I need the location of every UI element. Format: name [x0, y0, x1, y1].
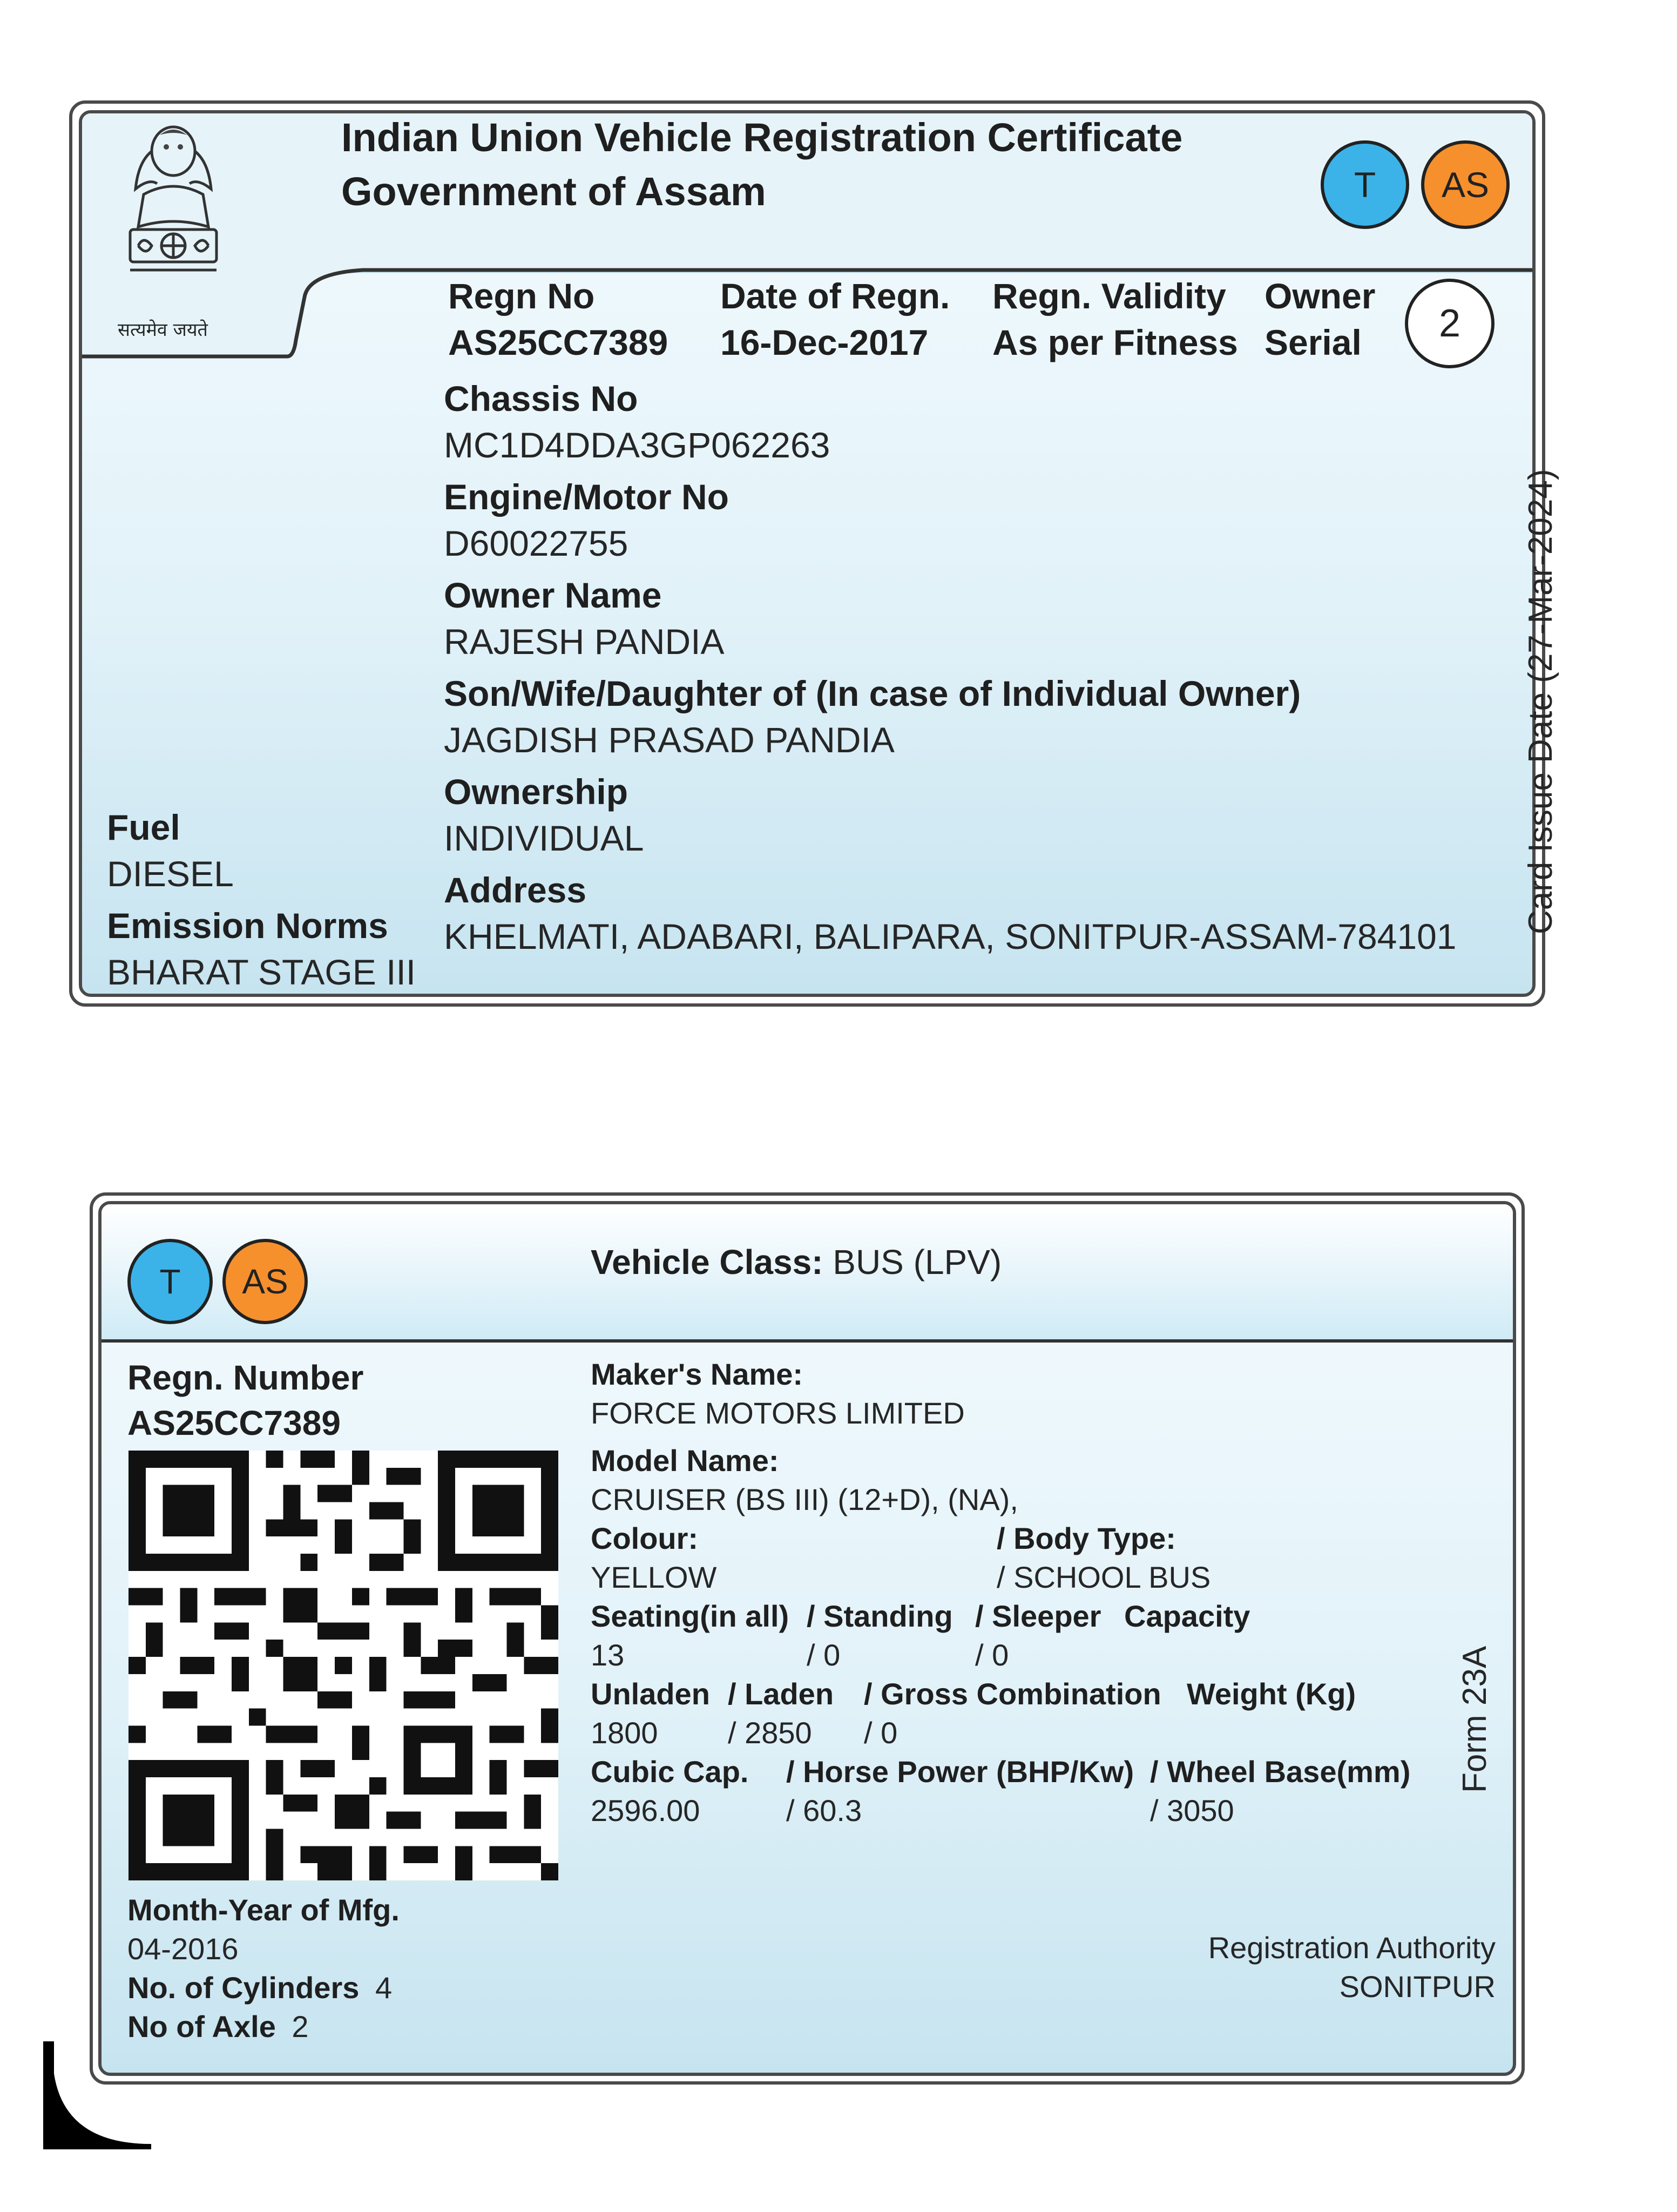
- laden-value: / 2850: [728, 1716, 812, 1750]
- emblem-motto: सत्यमेव जयते: [118, 319, 208, 341]
- cylinders-label: No. of Cylinders: [127, 1971, 360, 2005]
- ownership-value: INDIVIDUAL: [444, 818, 644, 858]
- vehicle-class: [591, 1242, 1002, 1282]
- chassis-value: MC1D4DDA3GP062263: [444, 425, 830, 465]
- regn-no-value: AS25CC7389: [448, 322, 668, 362]
- gross-value: / 0: [864, 1716, 898, 1750]
- form-23a-label: Form 23A: [1456, 1645, 1493, 1793]
- cubic-cap-value: 2596.00: [591, 1793, 700, 1827]
- maker-value: FORCE MOTORS LIMITED: [591, 1396, 965, 1430]
- cubic-cap-label: Cubic Cap.: [591, 1755, 749, 1789]
- mfg-value: 04-2016: [127, 1932, 239, 1966]
- cylinders-row: [127, 1970, 392, 2005]
- capacity-label: Capacity: [1124, 1599, 1250, 1633]
- body-type-label: / Body Type:: [997, 1521, 1176, 1555]
- laden-label: / Laden: [728, 1677, 834, 1711]
- address-label: Address: [444, 870, 587, 910]
- sleeper-value: / 0: [975, 1638, 1009, 1672]
- ownership-label: Ownership: [444, 772, 628, 812]
- regn-validity-label: Regn. Validity: [992, 276, 1226, 316]
- emission-label: Emission Norms: [107, 906, 388, 946]
- colour-value: YELLOW: [591, 1560, 717, 1594]
- seating-label: Seating(in all): [591, 1599, 789, 1633]
- badge-t-back: T: [127, 1239, 213, 1324]
- fuel-value: DIESEL: [107, 854, 234, 894]
- colour-label: Colour:: [591, 1521, 699, 1555]
- rc-card-front: [79, 110, 1536, 997]
- axle-value: 2: [292, 2009, 309, 2044]
- national-emblem-icon: [106, 119, 241, 302]
- cylinders-value: 4: [375, 1971, 393, 2005]
- mfg-label: Month-Year of Mfg.: [127, 1893, 400, 1927]
- body-type-value: / SCHOOL BUS: [997, 1560, 1211, 1594]
- registration-authority-value: SONITPUR: [1339, 1970, 1496, 2004]
- horse-power-label: / Horse Power (BHP/Kw): [786, 1755, 1134, 1789]
- qr-code: [127, 1451, 559, 1880]
- unladen-value: 1800: [591, 1716, 658, 1750]
- vehicle-class-label: Vehicle Class:: [591, 1243, 823, 1282]
- corner-artifact: [43, 2041, 151, 2149]
- registration-authority-label: Registration Authority: [1208, 1931, 1496, 1965]
- wheel-base-label: / Wheel Base(mm): [1150, 1755, 1411, 1789]
- owner-label: Owner: [1264, 276, 1376, 316]
- card-issue-date: Card Issue Date (27-Mar-2024): [1522, 469, 1559, 934]
- badge-as-back: AS: [222, 1239, 308, 1324]
- date-of-regn-value: 16-Dec-2017: [720, 322, 929, 362]
- sleeper-label: / Sleeper: [975, 1599, 1101, 1633]
- regn-no-label: Regn No: [448, 276, 595, 316]
- model-value: CRUISER (BS III) (12+D), (NA),: [591, 1482, 1018, 1516]
- badge-t: T: [1321, 140, 1409, 229]
- engine-label: Engine/Motor No: [444, 477, 729, 517]
- horse-power-value: / 60.3: [786, 1793, 862, 1827]
- emission-value: BHARAT STAGE III: [107, 952, 416, 992]
- relation-value: JAGDISH PRASAD PANDIA: [444, 720, 895, 760]
- standing-label: / Standing: [807, 1599, 953, 1633]
- regn-number-label: Regn. Number: [127, 1358, 364, 1397]
- owner-serial-badge: 2: [1405, 279, 1495, 368]
- axle-label: No of Axle: [127, 2009, 276, 2044]
- engine-value: D60022755: [444, 523, 628, 563]
- wheel-base-value: / 3050: [1150, 1793, 1234, 1827]
- axle-row: [127, 2009, 309, 2044]
- seating-value: 13: [591, 1638, 625, 1672]
- relation-label: Son/Wife/Daughter of (In case of Individual Owner): [444, 673, 1301, 713]
- date-of-regn-label: Date of Regn.: [720, 276, 950, 316]
- maker-label: Maker's Name:: [591, 1357, 803, 1391]
- regn-validity-value: As per Fitness: [992, 322, 1238, 362]
- unladen-label: Unladen: [591, 1677, 710, 1711]
- weight-label: Weight (Kg): [1187, 1677, 1356, 1711]
- regn-number-value: AS25CC7389: [127, 1404, 341, 1442]
- address-value: KHELMATI, ADABARI, BALIPARA, SONITPUR-ASSAM-784101: [444, 916, 1457, 956]
- chassis-label: Chassis No: [444, 379, 638, 419]
- owner-name-label: Owner Name: [444, 575, 662, 615]
- gross-label: / Gross Combination: [864, 1677, 1161, 1711]
- owner-name-value: RAJESH PANDIA: [444, 622, 725, 662]
- badge-as: AS: [1421, 140, 1510, 229]
- card-title: Indian Union Vehicle Registration Certificate: [341, 115, 1183, 160]
- fuel-label: Fuel: [107, 807, 180, 847]
- card-subtitle: Government of Assam: [341, 169, 766, 214]
- standing-value: / 0: [807, 1638, 841, 1672]
- model-label: Model Name:: [591, 1444, 779, 1478]
- vehicle-class-value: BUS (LPV): [833, 1243, 1002, 1282]
- serial-label: Serial: [1264, 322, 1362, 362]
